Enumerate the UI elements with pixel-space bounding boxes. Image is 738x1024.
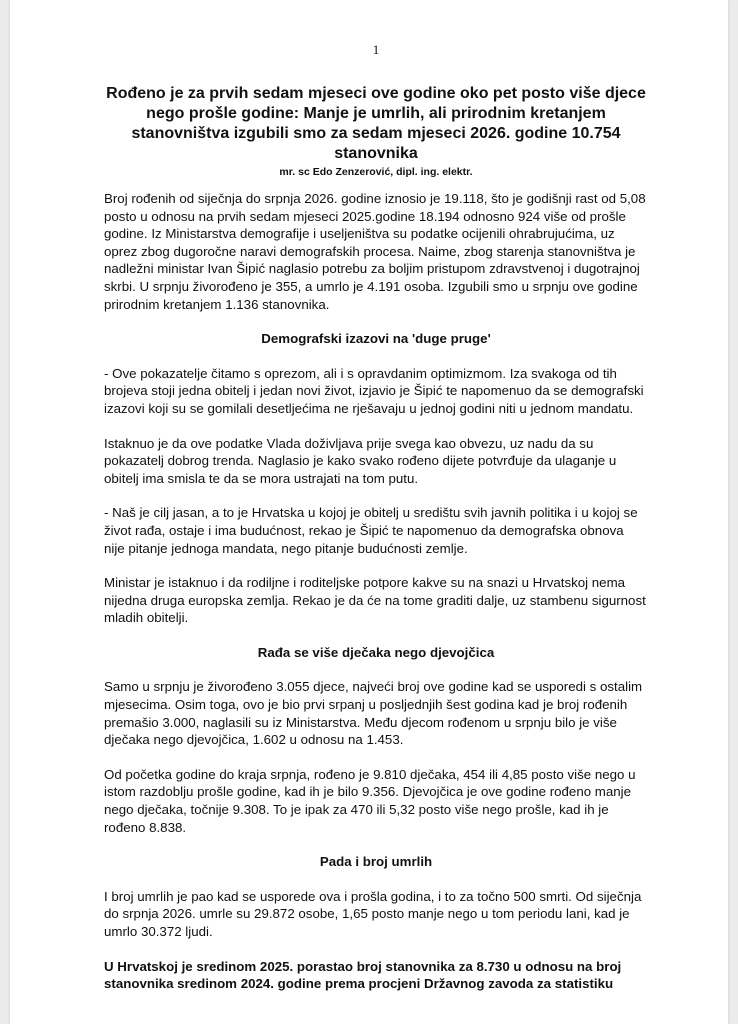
page-number: 1 <box>372 42 380 57</box>
author-line: mr. sc Edo Zenzerović, dipl. ing. elektr. <box>279 166 473 178</box>
paragraph: - Naš je cilj jasan, a to je Hrvatska u kojoj je obitelj u središtu svih javnih politika i u kojoj se život rađa, ostaje i ima budućnost, rekao je Šipić te napomenuo da demografska obnova nije pitanje jednoga mandata, nego pitanje budućnosti zemlje. <box>104 505 638 556</box>
paragraph: Od početka godine do kraja srpnja, rođeno je 9.810 dječaka, 454 ili 4,85 posto više nego u istom razdoblju prošle godine, kad ih je bilo 9.356. Djevojčica je ove godine rođeno manje nego dječaka, točnije 9.308. To je ipak za 470 ili 5,32 posto više nego prošle, kad ih je rođeno 8.838. <box>104 766 636 835</box>
section-heading: Pada i broj umrlih <box>319 854 433 870</box>
article-title: Rođeno je za prvih sedam mjeseci ove godine oko pet posto više djece nego prošle godine: Manje je umrlih, ali prirodnim kretanjem stanovništva izgubili smo za sedam mjeseci 2026. godine 10.754 stanovnika <box>106 85 646 162</box>
section-heading: Rađa se više dječaka nego djevojčica <box>257 644 495 660</box>
document-page <box>10 0 728 1024</box>
paragraph: Broj rođenih od siječnja do srpnja 2026. godine iznosio je 19.118, što je godišnji rast od 5,08 posto u odnosu na prvih sedam mjeseci 2025.godine 18.194 odnosno 924 više od prošle godine. Iz Ministarstva demografije i useljeništva su podatke ocijenili ohrabrujućima, uz oprez zbog dugoročne naravi demografskih procesa. Naime, zbog starenja stanovništva je nadležni ministar Ivan Šipić naglasio potrebu za boljim pristupom zdravstvenoj i dugotrajnoj skrbi. U srpnju živorođeno je 355, a umrlo je 4.191 osoba. Izgubili smo u srpnju ove godine prirodnim kretanjem 1.136 stanovnika. <box>104 191 646 312</box>
paragraph: - Ove pokazatelje čitamo s oprezom, ali i s opravdanim optimizmom. Iza svakoga od tih brojeva stoji jedna obitelj i jedan novi život, izjavio je Šipić te napomenuo da se demografski izazovi koji su se gomilali desetljećima ne rješavaju u jednoj godini niti u jednom mandatu. <box>104 365 644 416</box>
section-heading: Demografski izazovi na 'duge pruge' <box>261 331 491 347</box>
paragraph: Istaknuo je da ove podatke Vlada doživljava prije svega kao obvezu, uz nadu da su pokazatelj dobrog trenda. Naglasio je kako svako rođeno dijete potvrđuje da ulaganje u obitelj ima smisla te da se mora ustrajati na tom putu. <box>104 435 617 486</box>
article-body <box>104 190 648 1010</box>
paragraph: I broj umrlih je pao kad se usporede ova i prošla godina, i to za točno 500 smrti. Od siječnja do srpnja 2026. umrle su 29.872 osobe, 1,65 posto manje nego u tom periodu lani, kad je umrlo 30.372 ljudi. <box>104 888 642 939</box>
paragraph: Ministar je istaknuo i da rodiljne i roditeljske potpore kakve su na snazi u Hrvatskoj nema nijedna druga europska zemlja. Rekao je da će na tome graditi dalje, uz stambenu sigurnost mladih obitelji. <box>104 575 646 626</box>
paragraph: Samo u srpnju je živorođeno 3.055 djece, najveći broj ove godine kad se usporedi s ostalim mjesecima. Osim toga, ovo je bio prvi srpanj u posljednjih šest godina kad je broj rođenih premašio 3.000, naglasili su iz Ministarstva. Među djecom rođenom u srpnju bilo je više dječaka nego djevojčica, 1.602 u odnosu na 1.453. <box>104 679 643 748</box>
closing-paragraph: U Hrvatskoj je sredinom 2025. porastao broj stanovnika za 8.730 u odnosu na broj stanovnika sredinom 2024. godine prema procjeni Državnog zavoda za statistiku <box>104 958 622 992</box>
